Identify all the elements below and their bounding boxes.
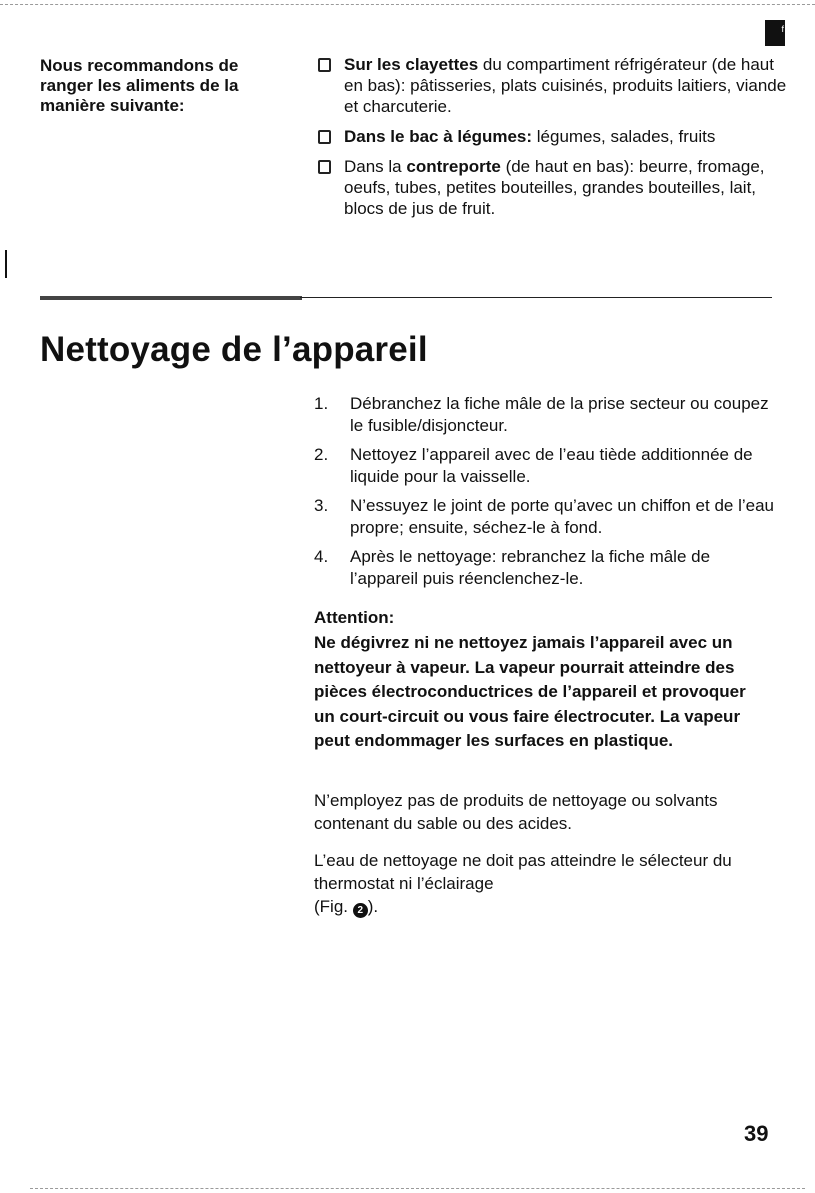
storage-item-heading: contreporte: [406, 157, 501, 176]
checkbox-icon: [318, 130, 331, 144]
step-item: [314, 444, 774, 488]
storage-item-text: légumes, salades, fruits: [532, 127, 716, 146]
language-tab-label: f: [781, 24, 784, 34]
thermostat-paragraph: [314, 849, 774, 918]
storage-item-text: du compartiment réfrigérateur (de haut en bas): pâtisseries, plats cuisinés, produits laitiers, viande et charcuterie.: [344, 55, 787, 116]
checkbox-icon: [318, 58, 331, 72]
step-item: [314, 546, 774, 590]
step-item: [314, 495, 774, 539]
section-title: Nettoyage de l’appareil: [40, 330, 428, 369]
step-text: N’essuyez le joint de porte qu’avec un chiffon et de l’eau propre; ensuite, séchez-le à fond.: [350, 496, 775, 537]
step-number: 4.: [314, 547, 329, 566]
step-text: Après le nettoyage: rebranchez la fiche mâle de l’appareil puis réenclenchez-le.: [350, 547, 711, 588]
step-text: Débranchez la fiche mâle de la prise secteur ou coupez le fusible/disjoncteur.: [350, 394, 769, 435]
step-number: 3.: [314, 496, 329, 515]
storage-item-heading: Sur les clayettes: [344, 55, 479, 74]
storage-item-door: [316, 156, 796, 219]
language-tab: [765, 20, 785, 46]
checkbox-icon: [318, 160, 331, 174]
section-divider-thick: [40, 296, 302, 300]
top-scan-rule: [0, 4, 815, 5]
storage-item-crisper: [316, 126, 796, 147]
figure-ref-suffix: ).: [367, 897, 379, 916]
solvent-paragraph: N’employez pas de produits de nettoyage ou solvants contenant du sable ou des acides.: [314, 791, 718, 833]
step-text: Nettoyez l’appareil avec de l’eau tiède additionnée de liquide pour la vaisselle.: [350, 445, 753, 486]
page-number: 39: [744, 1121, 769, 1146]
step-number: 1.: [314, 394, 329, 413]
figure-number-badge: 2: [353, 903, 368, 918]
section-divider-thin: [300, 297, 772, 298]
storage-item-text: (de haut en bas): beurre, fromage, oeufs, tubes, petites bouteilles, grandes bouteilles, lait, blocs de jus de fruit.: [344, 157, 765, 218]
storage-item-prefix: Dans la: [344, 157, 407, 176]
step-number: 2.: [314, 445, 329, 464]
warning-text: Ne dégivrez ni ne nettoyez jamais l’appareil avec un nettoyeur à vapeur. La vapeur pourrait atteindre des pièces électroconductrices de l’appareil et provoquer un court-circuit ou vous faire électrocuter. La vapeur peut endommager les surfaces en plastique.: [314, 633, 746, 750]
storage-item-shelves: [316, 54, 796, 117]
warning-title: Attention:: [314, 608, 395, 627]
cleaning-steps: [314, 393, 774, 597]
figure-ref-prefix: (Fig.: [314, 897, 348, 916]
thermostat-text: L’eau de nettoyage ne doit pas atteindre le sélecteur du thermostat ni l’éclairage: [314, 851, 732, 893]
bottom-scan-rule: [30, 1188, 805, 1189]
margin-mark: [5, 250, 7, 278]
step-item: [314, 393, 774, 437]
storage-item-heading: Dans le bac à légumes:: [344, 127, 533, 146]
intro-text: Nous recommandons de ranger les aliments de la manière suivante:: [40, 56, 239, 115]
storage-list: [316, 54, 796, 228]
